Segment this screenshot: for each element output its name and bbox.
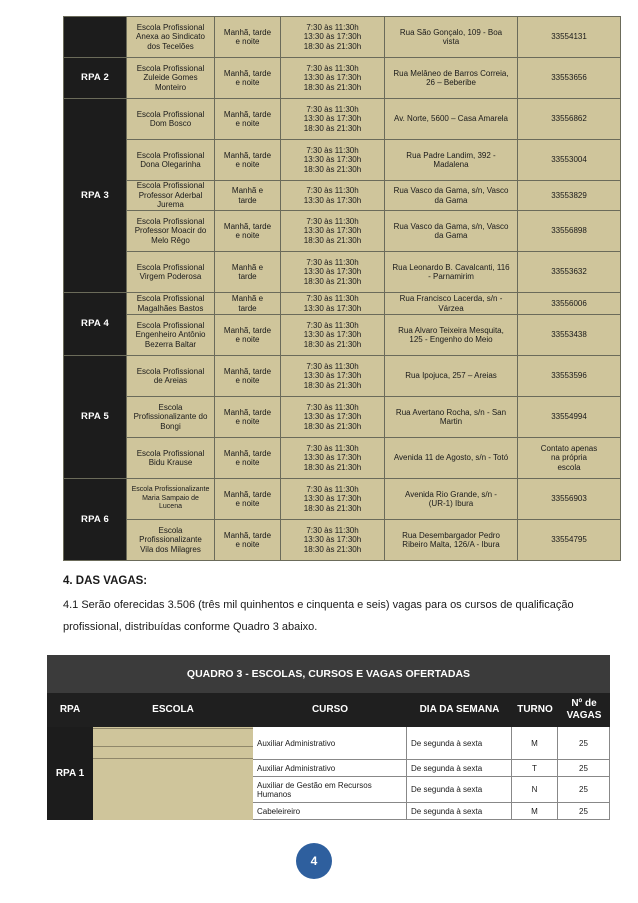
day-cell: De segunda à sexta: [407, 727, 512, 760]
turno-cell-line: e noite: [235, 335, 260, 344]
school-row: [64, 99, 621, 140]
turno-cell-line: e noite: [235, 119, 260, 128]
horario-cell-line: 7:30 às 11:30h: [306, 402, 359, 412]
horario-cell-line: 18:30 às 21:30h: [303, 235, 362, 245]
turno-cell: [215, 293, 281, 315]
turno-cell: [215, 397, 281, 438]
header-curso: CURSO: [311, 704, 349, 715]
endereco-cell-line: Rua Vasco da Gama, s/n, Vasco: [393, 186, 509, 195]
horario-cell-line: 18:30 às 21:30h: [303, 339, 362, 349]
school-row: [64, 520, 621, 561]
endereco-cell-line: Madalena: [433, 160, 469, 169]
school-name-line: Dom Bosco: [149, 119, 192, 128]
horario-cell-line: 13:30 às 17:30h: [303, 73, 362, 83]
horario-cell-line: 18:30 às 21:30h: [303, 421, 362, 431]
horario-cell: [281, 99, 385, 140]
horario-cell: [281, 211, 385, 252]
endereco-cell: [385, 17, 518, 58]
horario-cell-line: 13:30 às 17:30h: [303, 32, 362, 42]
endereco-cell-line: Rua Vasco da Gama, s/n, Vasco: [393, 221, 509, 231]
horario-cell: [281, 438, 385, 479]
school-name-line: Bezerra Baltar: [144, 339, 197, 349]
telefone-cell: 33553596: [518, 356, 621, 397]
endereco-cell-line: Rua Desembargador Pedro: [402, 530, 500, 540]
horario-cell-line: 7:30 às 11:30h: [306, 320, 359, 330]
endereco-cell-line: (UR-1) Ibura: [428, 499, 474, 508]
telefone-cell-line: Contato apenas: [540, 443, 598, 453]
school-name-line: Engenheiro Antônio: [135, 330, 206, 340]
turno-cell: [215, 99, 281, 140]
horario-cell-line: 7:30 às 11:30h: [306, 294, 359, 303]
turno-cell-line: Manhã, tarde: [223, 325, 272, 335]
rpa-cell: [64, 17, 127, 58]
horario-cell-line: 13:30 às 17:30h: [303, 155, 362, 165]
turno-cell: [215, 17, 281, 58]
day-cell: De segunda à sexta: [407, 760, 512, 777]
school-name: [127, 140, 215, 181]
turno-cell-line: Manhã e: [231, 186, 264, 195]
horario-cell: [281, 58, 385, 99]
rpa-cell: RPA 6: [64, 479, 127, 561]
section-paragraph: 4.1 Serão oferecidas 3.506 (três mil quinhentos e cinquenta e seis) vagas para os cursos de qualificação profissional, distribuídas conforme Quadro 3 abaixo.: [63, 599, 574, 633]
turno-cell: M: [512, 727, 558, 760]
endereco-cell: [385, 140, 518, 181]
school-row: [64, 479, 621, 520]
telefone-cell: 33554795: [518, 520, 621, 561]
quadro3-row: [253, 727, 610, 760]
quadro3-table: [47, 655, 610, 820]
quadro3-row: [253, 777, 610, 803]
horario-cell-line: 7:30 às 11:30h: [306, 257, 359, 267]
school-row: [64, 181, 621, 211]
horario-cell-line: 13:30 às 17:30h: [303, 114, 362, 124]
school-name-line: Jurema: [157, 200, 184, 210]
turno-cell: T: [512, 760, 558, 777]
telefone-cell: 33556862: [518, 99, 621, 140]
turno-cell-line: e noite: [235, 540, 260, 549]
endereco-cell-line: Rua Alvaro Teixeira Mesquita,: [398, 325, 504, 335]
turno-cell: M: [512, 803, 558, 820]
school-name-line: Escola Profissional: [136, 366, 205, 376]
school-name-line: Escola: [158, 525, 183, 535]
school-name: [127, 479, 215, 520]
endereco-cell-line: Várzea: [438, 303, 464, 313]
header-dia: DIA DA SEMANA: [419, 704, 500, 715]
school-name-line: Maria Sampaio de: [142, 494, 199, 502]
quadro3-title: QUADRO 3 - ESCOLAS, CURSOS E VAGAS OFERTADAS: [47, 655, 610, 694]
vagas-cell: 25: [558, 777, 610, 803]
telefone-cell: 33554994: [518, 397, 621, 438]
endereco-cell-line: Av. Norte, 5600 – Casa Amarela: [394, 114, 508, 124]
horario-cell-line: 7:30 às 11:30h: [306, 484, 359, 494]
school-name-line: Magalhães Bastos: [137, 303, 204, 313]
school-row: [64, 17, 621, 58]
endereco-cell: [385, 211, 518, 252]
horario-cell-line: 13:30 às 17:30h: [303, 267, 362, 277]
horario-cell: [281, 315, 385, 356]
school-name: [127, 438, 215, 479]
endereco-cell-line: Rua Avertano Rocha, s/n - San: [395, 407, 507, 417]
school-name-line: Profissionalizante do: [133, 412, 208, 422]
telefone-cell: 33556898: [518, 211, 621, 252]
telefone-cell: [518, 438, 621, 479]
endereco-cell: [385, 397, 518, 438]
endereco-cell-line: Rua Melâneo de Barros Correia,: [393, 68, 509, 78]
turno-cell-line: Manhã, tarde: [223, 407, 272, 417]
horario-cell: [281, 181, 385, 211]
school-name-line: Escola Profissional: [136, 216, 205, 226]
endereco-cell-line: Avenida 11 de Agosto, s/n - Totó: [393, 453, 509, 463]
page-number: 4: [296, 843, 332, 879]
school-name: [127, 293, 215, 315]
endereco-cell-line: Rua Francisco Lacerda, s/n -: [399, 294, 503, 303]
endereco-cell: [385, 293, 518, 315]
turno-cell-line: Manhã, tarde: [223, 68, 272, 78]
turno-cell-line: e noite: [235, 499, 260, 508]
school-name-line: Escola Profissional: [136, 294, 205, 303]
school-name-line: Dona Olegarinha: [140, 160, 201, 169]
turno-cell: N: [512, 777, 558, 803]
quadro3-row: [253, 803, 610, 820]
telefone-cell: 33553632: [518, 252, 621, 293]
endereco-cell: [385, 520, 518, 561]
horario-cell: [281, 397, 385, 438]
turno-cell: [215, 479, 281, 520]
school-name-line: Escola Profissional: [136, 181, 205, 191]
schools-table: [63, 16, 621, 561]
turno-cell-line: e noite: [235, 160, 260, 169]
endereco-cell: [385, 58, 518, 99]
course-cell: Auxiliar de Gestão em Recursos Humanos: [253, 777, 407, 803]
school-row: [64, 315, 621, 356]
school-name-line: Professor Moacir do: [134, 226, 207, 236]
header-turno: TURNO: [517, 704, 553, 715]
school-name: [127, 252, 215, 293]
horario-cell-line: 13:30 às 17:30h: [303, 371, 362, 381]
turno-cell-line: Manhã, tarde: [223, 221, 272, 231]
horario-cell-line: 18:30 às 21:30h: [303, 503, 362, 513]
horario-cell: [281, 520, 385, 561]
endereco-cell-line: Ribeiro Malta, 126/A - Ibura: [402, 540, 500, 549]
school-name: [127, 397, 215, 438]
vagas-cell: 25: [558, 803, 610, 820]
horario-cell-line: 13:30 às 17:30h: [303, 453, 362, 463]
school-row: [64, 293, 621, 315]
vagas-cell: 25: [558, 727, 610, 760]
horario-cell-line: 13:30 às 17:30h: [303, 412, 362, 422]
endereco-cell-line: Rua São Gonçalo, 109 - Boa: [399, 27, 503, 37]
horario-cell-line: 13:30 às 17:30h: [303, 330, 362, 340]
school-name-line: Bidu Krause: [148, 458, 193, 467]
course-cell: Cabeleireiro: [253, 803, 407, 820]
school-name-line: Zuleide Gomes: [143, 73, 198, 83]
turno-cell: [215, 181, 281, 211]
horario-cell: [281, 140, 385, 181]
school-row: [64, 438, 621, 479]
school-name-line: Escola Profissionalizante: [131, 486, 210, 494]
school-name-line: Escola Profissional: [136, 320, 205, 330]
endereco-cell: [385, 356, 518, 397]
endereco-cell-line: Rua Padre Landim, 392 -: [406, 150, 496, 160]
rpa-cell: RPA 2: [64, 58, 127, 99]
horario-cell-line: 18:30 às 21:30h: [303, 164, 362, 174]
horario-cell-line: 13:30 às 17:30h: [303, 494, 362, 504]
turno-cell-line: Manhã, tarde: [223, 27, 272, 37]
school-name-line: Escola Profissional: [136, 22, 205, 32]
horario-cell: [281, 479, 385, 520]
endereco-cell: [385, 99, 518, 140]
turno-cell-line: Manhã, tarde: [223, 109, 272, 119]
school-name-line: Professor Aderbal: [138, 190, 203, 200]
rpa-cell: RPA 5: [64, 356, 127, 479]
turno-cell: [215, 252, 281, 293]
rpa-cell: RPA 4: [64, 293, 127, 356]
horario-cell-line: 7:30 às 11:30h: [306, 186, 359, 195]
endereco-cell-line: Martin: [439, 417, 463, 426]
endereco-cell-line: Rua Leonardo B. Cavalcanti, 116: [392, 262, 510, 272]
telefone-cell: 33553004: [518, 140, 621, 181]
school-name-line: de Areias: [153, 376, 188, 385]
horario-cell-line: 7:30 às 11:30h: [306, 443, 359, 453]
horario-cell-line: 7:30 às 11:30h: [306, 525, 359, 535]
school-name-line: Virgem Poderosa: [139, 272, 202, 281]
school-name-line: Escola Profissional: [136, 109, 205, 119]
turno-cell-line: e noite: [235, 78, 260, 87]
horario-cell-line: 18:30 às 21:30h: [303, 82, 362, 92]
endereco-cell-line: da Gama: [434, 195, 468, 205]
school-row: [64, 252, 621, 293]
horario-cell-line: 18:30 às 21:30h: [303, 380, 362, 390]
school-row: [64, 140, 621, 181]
telefone-cell-line: escola: [557, 462, 581, 472]
endereco-cell-line: - Parnamirim: [428, 272, 474, 281]
school-name-line: Vila dos Milagres: [140, 544, 201, 554]
school-name-line: Anexa ao Sindicato: [136, 32, 205, 42]
endereco-cell: [385, 438, 518, 479]
rpa-cell: RPA 3: [64, 99, 127, 293]
horario-cell-line: 18:30 às 21:30h: [303, 123, 362, 133]
quadro3-header-row: [47, 693, 610, 727]
school-name: [127, 520, 215, 561]
telefone-cell: 33556006: [518, 293, 621, 315]
school-name-line: Lucena: [159, 503, 182, 511]
endereco-cell: [385, 479, 518, 520]
school-name: [127, 17, 215, 58]
header-rpa: RPA: [59, 704, 81, 715]
telefone-cell: 33554131: [518, 17, 621, 58]
school-name: [127, 58, 215, 99]
school-row: [64, 58, 621, 99]
school-name: [127, 211, 215, 252]
school-name-line: Monteiro: [154, 82, 187, 92]
day-cell: De segunda à sexta: [407, 777, 512, 803]
school-row: [64, 397, 621, 438]
turno-cell-line: Manhã, tarde: [223, 530, 272, 540]
horario-cell-line: 7:30 às 11:30h: [306, 63, 359, 73]
vagas-cell: 25: [558, 760, 610, 777]
horario-cell-line: 13:30 às 17:30h: [303, 535, 362, 545]
turno-cell-line: e noite: [235, 417, 260, 426]
horario-cell-line: 7:30 às 11:30h: [306, 145, 359, 155]
turno-cell-line: e noite: [235, 231, 260, 240]
endereco-cell-line: vista: [442, 37, 460, 46]
quadro3-rpa: RPA 1: [47, 727, 93, 820]
school-row: [64, 211, 621, 252]
turno-cell: [215, 356, 281, 397]
endereco-cell-line: 125 - Engenho do Meio: [409, 335, 493, 344]
turno-cell-line: Manhã, tarde: [223, 150, 272, 160]
course-cell: Auxiliar Administrativo: [253, 727, 407, 760]
endereco-cell-line: 26 – Beberibe: [426, 78, 476, 87]
school-name-line: Escola Profissional: [136, 448, 205, 458]
turno-cell-line: tarde: [238, 303, 257, 313]
horario-cell-line: 7:30 às 11:30h: [306, 216, 359, 226]
school-name-line: Profissionalizante: [139, 535, 202, 545]
telefone-cell: 33553438: [518, 315, 621, 356]
turno-cell-line: Manhã, tarde: [223, 366, 272, 376]
horario-cell: [281, 17, 385, 58]
horario-cell-line: 7:30 às 11:30h: [306, 104, 359, 114]
school-name-line: dos Tecelões: [147, 41, 194, 51]
turno-cell-line: Manhã e: [231, 294, 264, 303]
turno-cell-line: e noite: [235, 376, 260, 385]
header-escola: ESCOLA: [152, 704, 194, 715]
turno-cell: [215, 520, 281, 561]
telefone-cell: 33553656: [518, 58, 621, 99]
endereco-cell: [385, 181, 518, 211]
endereco-cell: [385, 315, 518, 356]
school-name-line: Escola Profissional: [136, 63, 205, 73]
day-cell: De segunda à sexta: [407, 803, 512, 820]
turno-cell: [215, 211, 281, 252]
turno-cell-line: Manhã, tarde: [223, 448, 272, 458]
school-name-line: Bongi: [160, 421, 181, 431]
turno-cell: [215, 140, 281, 181]
school-name: [127, 356, 215, 397]
horario-cell-line: 18:30 às 21:30h: [303, 41, 362, 51]
horario-cell: [281, 356, 385, 397]
horario-cell-line: 7:30 às 11:30h: [306, 361, 359, 371]
endereco-cell: [385, 252, 518, 293]
school-name: [127, 315, 215, 356]
school-name: [127, 99, 215, 140]
horario-cell: [281, 252, 385, 293]
quadro3-escola-cell: [93, 727, 253, 820]
horario-cell-line: 18:30 às 21:30h: [303, 544, 362, 554]
school-name-line: Escola Profissional: [136, 150, 205, 160]
telefone-cell: 33553829: [518, 181, 621, 211]
turno-cell-line: tarde: [238, 272, 257, 281]
horario-cell-line: 13:30 às 17:30h: [303, 195, 362, 205]
horario-cell-line: 18:30 às 21:30h: [303, 462, 362, 472]
turno-cell-line: Manhã e: [231, 262, 264, 272]
school-name-line: Escola: [158, 402, 183, 412]
telefone-cell-line: na própria: [550, 453, 588, 463]
endereco-cell-line: Avenida Rio Grande, s/n -: [405, 489, 497, 499]
horario-cell-line: 18:30 às 21:30h: [303, 276, 362, 286]
school-name: [127, 181, 215, 211]
school-name-line: Melo Rêgo: [151, 235, 190, 245]
course-cell: Auxiliar Administrativo: [253, 760, 407, 777]
horario-cell-line: 13:30 às 17:30h: [303, 303, 362, 313]
school-name-line: Escola Profissional: [136, 262, 205, 272]
quadro3-row: [253, 760, 610, 777]
school-row: [64, 356, 621, 397]
endereco-cell-line: da Gama: [434, 231, 468, 240]
turno-cell-line: Manhã, tarde: [223, 489, 272, 499]
turno-cell: [215, 315, 281, 356]
horario-cell: [281, 293, 385, 315]
turno-cell: [215, 58, 281, 99]
header-vagas: Nº de VAGAS: [566, 698, 602, 721]
endereco-cell-line: Rua Ipojuca, 257 – Areias: [405, 371, 497, 381]
telefone-cell: 33556903: [518, 479, 621, 520]
turno-cell-line: e noite: [235, 458, 260, 467]
horario-cell-line: 7:30 às 11:30h: [306, 22, 359, 32]
turno-cell-line: e noite: [235, 37, 260, 46]
horario-cell-line: 13:30 às 17:30h: [303, 226, 362, 236]
turno-cell-line: tarde: [238, 195, 257, 205]
turno-cell: [215, 438, 281, 479]
section-title: 4. DAS VAGAS:: [63, 575, 148, 587]
